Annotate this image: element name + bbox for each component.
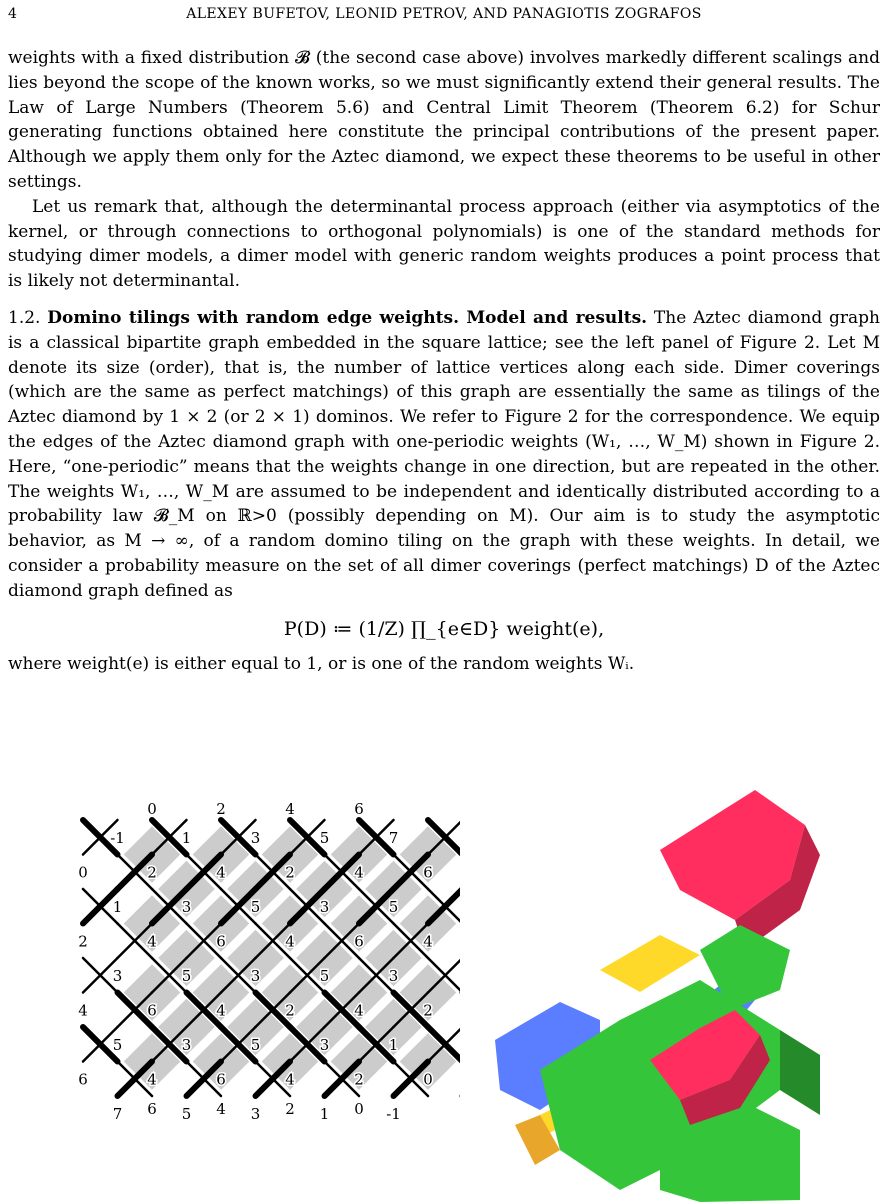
height-label: 5	[388, 898, 399, 916]
height-label: 6	[216, 1070, 226, 1089]
height-label: 0	[147, 800, 157, 818]
height-label: 6	[147, 1001, 157, 1020]
page-number: 4	[8, 6, 18, 22]
height-label: 4	[354, 863, 364, 882]
height-label: 6	[354, 932, 364, 951]
height-label: 5	[319, 967, 330, 985]
height-label: 6	[354, 800, 364, 818]
section-number: 1.2.	[8, 307, 41, 328]
height-label: 3	[181, 898, 192, 916]
height-label: 2	[78, 932, 88, 951]
height-label: 0	[78, 863, 88, 882]
height-label: 5	[181, 967, 192, 985]
height-label: 2	[423, 1001, 433, 1020]
height-label: 1	[112, 898, 123, 916]
height-label: 4	[78, 1001, 88, 1020]
height-label: 6	[423, 863, 433, 882]
height-label: 3	[250, 829, 261, 847]
height-label: 7	[112, 1105, 123, 1123]
height-label: 4	[147, 1070, 157, 1089]
height-label: 3	[250, 1105, 261, 1123]
height-label: 4	[147, 932, 157, 951]
height-label: 4	[216, 1100, 226, 1118]
height-label: 4	[285, 1070, 295, 1089]
height-label: 4	[285, 800, 295, 818]
height-label: 1	[388, 1036, 399, 1054]
height-label: 0	[423, 1070, 433, 1089]
height-label: 3	[388, 967, 399, 985]
height-label: 2	[285, 863, 295, 882]
green-tile-side	[780, 1030, 820, 1115]
height-label: 2	[354, 1070, 364, 1089]
height-label: 3	[319, 898, 330, 916]
height-label: 0	[354, 1100, 364, 1118]
height-label: 4	[216, 1001, 226, 1020]
height-label: -1	[386, 1105, 401, 1123]
probability-equation: P(D) ≔ (1/Z) ∏_{e∈D} weight(e),	[283, 617, 605, 640]
height-label: 2	[147, 863, 157, 882]
height-label: 4	[423, 932, 433, 951]
height-label: 2	[216, 800, 226, 818]
height-label: 6	[216, 932, 226, 951]
domino-tiling-3d	[0, 770, 887, 1202]
figure-2	[0, 770, 887, 1202]
height-label: 5	[250, 1036, 261, 1054]
height-label: 5	[319, 829, 330, 847]
height-label: 7	[388, 829, 399, 847]
height-label: 3	[250, 967, 261, 985]
height-label: 1	[181, 829, 192, 847]
height-label: 5	[181, 1105, 192, 1123]
section-1-2	[8, 306, 880, 604]
section-paragraph: The Aztec diamond graph is a classical bipartite graph embedded in the square lattice; see the left panel of Figure 2. Let M denote its size (order), that is, the number of lattice vertices along each side. Dimer coverings (which are the same as perfect matchings) of this graph are essentially the same as tilings of the Aztec diamond by 1 × 2 (or 2 × 1) dominos. We refer to Figure 2 for the correspondence. We equip the edges of the Aztec diamond graph with one-periodic weights (W₁, …, W_M) shown in Figure 2. Here, “one-periodic” means that the weights change in one direction, but are repeated in the other. The weights W₁, …, W_M are assumed to be independent and identically distributed according to a probability law 𝓑_M on ℝ>0 (possibly depending on M). Our aim is to study the asymptotic behavior, as M → ∞, of a random domino tiling on the graph with these weights. In detail, we consider a probability measure on the set of all dimer coverings (perfect matchings) D of the Aztec diamond graph defined as	[8, 307, 881, 601]
paragraph-continuation: weights with a fixed distribution 𝓑 (the second case above) involves markedly different scalings and lies beyond the scope of the known works, so we must significantly extend their general results. The Law of Large Numbers (Theorem 5.6) and Central Limit Theorem (Theorem 6.2) for Schur generating functions obtained here constitute the principal contributions of the present paper. Although we apply them only for the Aztec diamond, we expect these theorems to be useful in other settings.	[8, 48, 880, 192]
height-label: 4	[354, 1001, 364, 1020]
height-label: 4	[216, 863, 226, 882]
height-label: 4	[285, 932, 295, 951]
paragraph-remark: Let us remark that, although the determinantal process approach (either via asymptotics of the kernel, or through connections to orthogonal polynomials) is one of the standard methods for studying dimer models, a dimer model with generic random weights produces a point process that is likely not determinantal.	[8, 196, 880, 292]
height-label: 2	[285, 1100, 295, 1118]
height-label: 3	[319, 1036, 330, 1054]
yellow-tile	[600, 935, 700, 992]
height-label: 5	[250, 898, 261, 916]
page-header	[8, 6, 880, 28]
height-label: 3	[112, 967, 123, 985]
height-label: 3	[181, 1036, 192, 1054]
height-label: 6	[78, 1070, 88, 1089]
paragraph-weight: where weight(e) is either equal to 1, or is one of the random weights Wᵢ.	[8, 653, 635, 674]
height-label: 1	[319, 1105, 330, 1123]
height-label: 2	[285, 1001, 295, 1020]
body-text	[8, 46, 880, 676]
height-label: 6	[147, 1100, 157, 1118]
height-label: -1	[110, 829, 125, 847]
running-head: ALEXEY BUFETOV, LEONID PETROV, AND PANAGIOTIS ZOGRAFOS	[186, 6, 702, 22]
section-title: Domino tilings with random edge weights. Model and results.	[47, 307, 648, 328]
height-label: 5	[112, 1036, 123, 1054]
